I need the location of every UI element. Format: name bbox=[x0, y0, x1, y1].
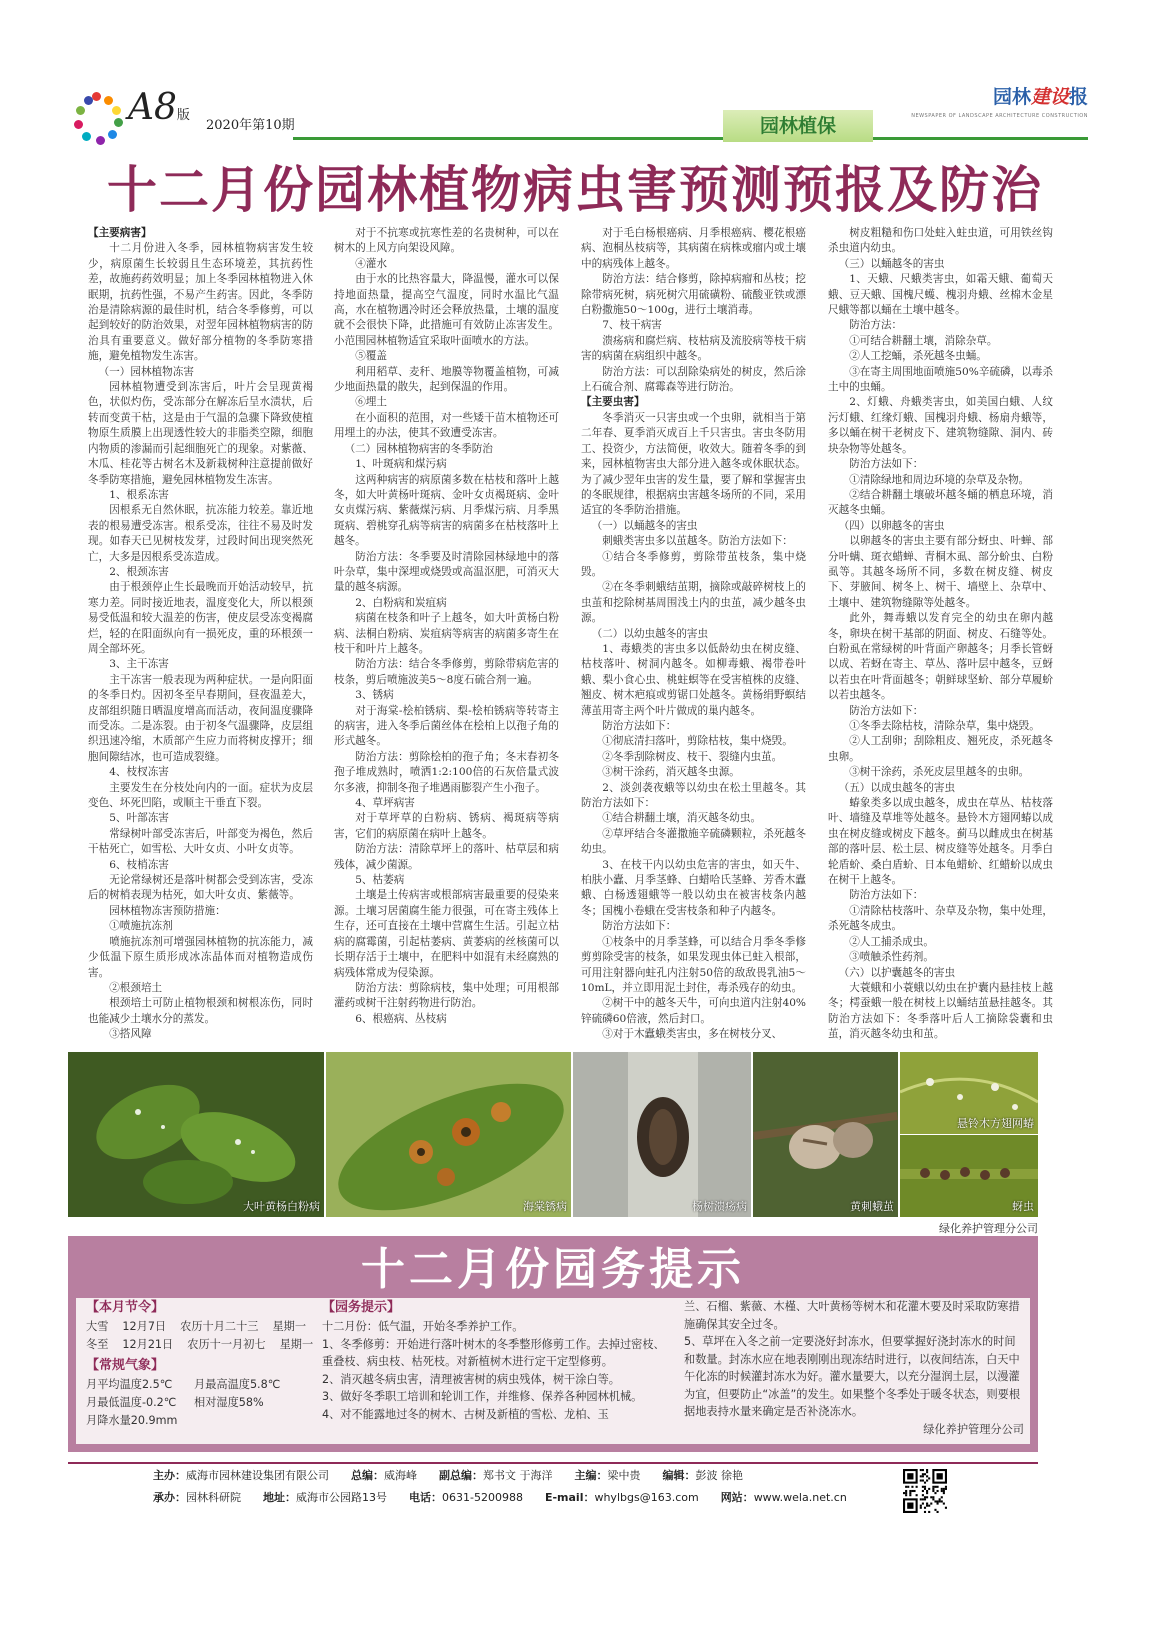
article-paragraph: 在小面积的范围，对一些矮干苗木植物还可用埋土的办法，使其不致遭受冻害。 bbox=[334, 411, 559, 440]
weather-value: 月平均温度2.5℃ bbox=[86, 1378, 173, 1391]
qr-code-icon bbox=[903, 1469, 947, 1513]
article-paragraph: 防治方法如下： bbox=[849, 458, 924, 471]
footer-value: 园林科研院 bbox=[186, 1491, 241, 1504]
tip-item: 2、消灭越冬病虫害，清理被害树的病虫残体，树干涂白等。 bbox=[322, 1372, 620, 1386]
leaf-photo-icon bbox=[326, 1052, 571, 1217]
footer-field[interactable] bbox=[545, 1488, 699, 1508]
article-paragraph: 十二月份进入冬季，园林植物病害发生较少，病原菌生长较弱且生态环境差，其抗药性差，故施药药效明显；加上冬季园林植物进入休眠期，抗药性强，不易产生药害。因此，冬季防治是清除病源的最佳时机，结合冬季修剪，可以起到较好的防治效果，对翌年园林植物病害的防治具有重要意义。做好部分植物的冬季防寒措施，避免植物发生冻害。 bbox=[88, 242, 313, 363]
footer-value: www.wela.net.cn bbox=[753, 1491, 847, 1504]
article-paragraph: 防治方法：剪除病枝，集中处理；可用根部灌药或树干注射药物进行防治。 bbox=[334, 981, 559, 1010]
article-paragraph: 以卵越冬的害虫主要有部分蚜虫、叶蝉、部分叶螨、斑衣蜡蝉、青桐木虱、部分蚧虫、白粉虱等。其越冬场所不同，多数在树皮缝、树皮下、芽腋间、树冬上、树干、墙壁上、杂草中、土壤中、建筑物缝隙等处越冬。 bbox=[828, 535, 1053, 609]
footer-label: 主编： bbox=[574, 1469, 608, 1482]
article-paragraph: ①清除枯枝落叶、杂草及杂物，集中处理，杀死越冬成虫。 bbox=[828, 904, 1053, 933]
article-paragraph: （二）园林植物病害的冬季防治 bbox=[344, 442, 493, 455]
logo-dot bbox=[96, 136, 105, 145]
article-paragraph: （三）以蛹越冬的害虫 bbox=[838, 257, 945, 270]
article-paragraph: 2、根颈冻害 bbox=[109, 565, 169, 578]
footer-label: 总编： bbox=[351, 1469, 384, 1482]
article-paragraph: 园林植物遭受到冻害后，叶片会呈现黄褐色，状似灼伤，受冻部分在解冻后呈水渍状，后转而变黄干枯，这是由于气温的急骤下降致使植物原生质膜上出现透性较大的非脂类空隙，细胞内物质的渗漏而引起细胞死亡的现象。对紫薇、木瓜、桂花等古树名木及新栽树种注意提前做好冬季防寒措施，避免园林植物发生冻害。 bbox=[88, 381, 313, 486]
logo-dot bbox=[74, 120, 83, 129]
page-number: A8版 bbox=[128, 87, 190, 128]
flower-logo-icon bbox=[68, 90, 128, 150]
article-paragraph: 【主要病害】 bbox=[88, 227, 152, 239]
article-paragraph: ①冬季去除枯枝，清除杂草，集中烧毁。 bbox=[849, 720, 1040, 732]
article-paragraph: 3、主干冻害 bbox=[109, 658, 169, 671]
article-paragraph: 因根系无自然休眠，抗冻能力较差。靠近地表的根易遭受冻害。根系受冻，往往不易及时发现。如春天已见树枝发芽，过段时间出现突然死亡，大多是因根系受冻造成。 bbox=[88, 504, 313, 563]
article-paragraph: 土壤是土传病害或根部病害最重要的侵染来源。土壤习居菌腐生能力很强，可在寄主残体上生存，还可直接在土壤中营腐生生活。引起立枯病的腐霉菌，引起枯萎病、黄萎病的丝核菌可以长期存活于土壤中，在肥料中如混有未经腐熟的病残体常成为侵染源。 bbox=[334, 889, 559, 979]
article-paragraph: ①可结合耕翻土壤，消除杂草。 bbox=[849, 334, 998, 347]
footer-label: 编辑： bbox=[662, 1469, 696, 1482]
footer-field bbox=[153, 1488, 241, 1508]
footer-field bbox=[263, 1488, 387, 1508]
article-paragraph: 5、叶部冻害 bbox=[109, 812, 169, 825]
weather-value: 相对湿度58% bbox=[194, 1396, 264, 1409]
section-label: 园林植保 bbox=[723, 110, 873, 142]
tip-item: 兰、石榴、紫薇、木槿、大叶黄杨等树木和花灌木要及时采取防寒措施确保其安全过冬。 bbox=[684, 1300, 1020, 1331]
article-paragraph: 由于水的比热容量大，降温慢，灌水可以保持地面热量，提高空气温度，同时水温比气温高，水在植物遇冷时还会释放热量，土壤的温度就不会很快下降，此措施可有效防止冻害发生。小范围园林植物适宜采取叶面喷水的方法。 bbox=[334, 273, 559, 347]
article-paragraph: （四）以卵越冬的害虫 bbox=[838, 519, 945, 532]
photo-caption: 大叶黄杨白粉病 bbox=[243, 1200, 320, 1213]
article-paragraph: 防治方法如下： bbox=[849, 889, 924, 902]
leaf-photo-icon bbox=[68, 1052, 324, 1217]
article-paragraph: 防治方法：清除草坪上的落叶、枯草层和病残体，减少菌源。 bbox=[334, 843, 559, 871]
brand-subtitle: NEWSPAPER OF LANDSCAPE ARCHITECTURE CONSTRUCTION bbox=[911, 113, 1088, 119]
article-paragraph: （一）以蛹越冬的害虫 bbox=[591, 519, 698, 532]
article-paragraph: ①喷施抗冻剂 bbox=[109, 920, 173, 933]
solar-term-lunar: 农历十月二十三 bbox=[180, 1320, 259, 1333]
photo-lace-bug bbox=[900, 1052, 1038, 1134]
article-column-4 bbox=[828, 226, 1053, 1051]
footer-value: whylbgs@163.com bbox=[594, 1491, 699, 1504]
weather-row bbox=[86, 1376, 316, 1394]
article-paragraph: 2、灯蛾、舟蛾类害虫，如美国白蛾、人纹污灯蛾、红缘灯蛾、国槐羽舟蛾、杨扇舟蛾等，多以蛹在树干老树皮下、建筑物缝隙、洞内、砖块杂物等处越冬。 bbox=[828, 396, 1053, 455]
article-paragraph: ②人工刮卵；刮除粗皮、翘死皮，杀死越冬虫卵。 bbox=[828, 735, 1053, 763]
article-paragraph: ②根颈培土 bbox=[109, 981, 163, 994]
article-body bbox=[88, 226, 1053, 1051]
article-paragraph: 4、枝杈冻害 bbox=[109, 766, 169, 779]
footer-value: 梁中贵 bbox=[607, 1469, 641, 1482]
footer-field bbox=[439, 1466, 553, 1486]
logo-dot bbox=[92, 92, 101, 101]
article-column-2 bbox=[334, 226, 559, 1051]
article-paragraph: 防治方法：冬季要及时清除园林绿地中的落叶杂草，集中深埋或烧毁或高温沤肥，可消灭大量的越冬病源。 bbox=[334, 550, 559, 594]
logo-dot bbox=[114, 118, 123, 127]
article-paragraph: ②在冬季刺蛾结茧期，摘除或敲碎树枝上的虫茧和挖除树基周围浅土内的虫茧，减少越冬虫源。 bbox=[581, 581, 806, 625]
article-paragraph: 2、白粉病和炭疽病 bbox=[355, 596, 447, 609]
solar-term-date: 12月21日 bbox=[122, 1338, 174, 1351]
article-paragraph: ②结合耕翻土壤破坏越冬蛹的栖息环境，消灭越冬虫蛹。 bbox=[828, 488, 1053, 517]
article-paragraph: 6、枝梢冻害 bbox=[109, 858, 169, 871]
brand-logo: 园林建设报 bbox=[992, 86, 1088, 108]
weather-row bbox=[86, 1412, 316, 1430]
article-paragraph: ②草坪结合冬灌撒施辛硫磷颗粒，杀死越冬幼虫。 bbox=[581, 827, 806, 856]
article-paragraph: 1、根系冻害 bbox=[109, 488, 169, 501]
footer-label: 副总编： bbox=[439, 1469, 483, 1482]
solar-term-row bbox=[86, 1336, 316, 1354]
article-paragraph: 防治方法：结合修剪，除掉病瘤和丛枝；挖除带病死树，病死树穴用硫磺粉、硫酸亚铁或漂白粉撒施50～100g，进行土壤消毒。 bbox=[581, 273, 806, 317]
footer-value: 郑书文 于海洋 bbox=[483, 1469, 553, 1482]
weather-heading: 【常规气象】 bbox=[86, 1358, 165, 1373]
article-paragraph: 蝽象类多以成虫越冬，成虫在草丛、枯枝落叶、墙缝及草堆等处越冬。悬铃木方翅网蝽以成虫在树皮缝或树皮下越冬。蓟马以雌成虫在树基部的落叶层、松土层、树皮缝等处越冬。月季白轮盾蚧、桑白盾蚧、日本龟蜡蚧、红蜡蚧以成虫在树干上越冬。 bbox=[828, 797, 1053, 887]
article-paragraph: 这两种病害的病原菌多数在枯枝和落叶上越冬，如大叶黄杨叶斑病、金叶女贞褐斑病、金叶女贞煤污病、紫薇煤污病、月季煤污病、月季黑斑病、碧桃穿孔病等病害的病菌多在枯枝落叶上越冬。 bbox=[334, 473, 559, 548]
article-paragraph: ③对于木蠹蛾类害虫，多在树枝分叉、 bbox=[602, 1028, 783, 1041]
tip-item: 4、对不能露地过冬的树木、古树及新植的雪松、龙柏、玉 bbox=[322, 1407, 609, 1421]
article-paragraph: ①结合耕翻土壤，消灭越冬幼虫。 bbox=[602, 812, 762, 825]
article-paragraph: （一）园林植物冻害 bbox=[98, 365, 194, 378]
article-paragraph: ①枝条中的月季茎蜂，可以结合月季冬季修剪剪除受害的枝条，如果发现虫体已蛀入根部，可用注射器向蛀孔内注射50倍的敌敌畏乳油5～10mL，并立即用泥土封住，毒杀残存的幼虫。 bbox=[581, 935, 806, 994]
tips-list-column bbox=[322, 1298, 672, 1444]
article-paragraph: 防治方法： bbox=[849, 319, 903, 332]
article-paragraph: 1、天蛾、尺蛾类害虫，如霜天蛾、葡萄天蛾、豆天蛾、国槐尺蠖、槐羽舟蛾、丝棉木金星尺蛾等都以蛹在土壤中越冬。 bbox=[828, 273, 1053, 317]
article-paragraph: 根颈培土可防止植物根颈和树根冻伤，同时也能减少土壤水分的蒸发。 bbox=[88, 997, 313, 1025]
tips-items-2 bbox=[684, 1298, 1024, 1421]
article-paragraph: 病菌在枝条和叶子上越冬，如大叶黄杨白粉病、法桐白粉病、炭疽病等病害的病菌多寄生在枝干和叶片上越冬。 bbox=[334, 612, 559, 655]
article-paragraph: 防治方法如下： bbox=[602, 720, 677, 732]
page-header bbox=[68, 82, 1088, 148]
tip-item: 1、冬季修剪：开始进行落叶树木的冬季整形修剪工作。去掉过密枝、重叠枝、病虫枝、枯死枝。对新植树木进行定干定型修剪。 bbox=[322, 1337, 665, 1368]
solar-term-heading: 【本月节令】 bbox=[86, 1300, 165, 1315]
article-paragraph: 由于根颈停止生长最晚而开始活动较早，抗寒力差。同时接近地表，温度变化大，所以根颈易受低温和较大温差的伤害，使皮层受冻变褐腐烂，轻的在阳面纵向有一损死皮，重的环根颈一周全部坏死。 bbox=[88, 581, 313, 655]
article-paragraph: 防治方法如下： bbox=[602, 920, 677, 933]
article-paragraph: ④灌水 bbox=[355, 257, 387, 270]
article-paragraph: 7、枝干病害 bbox=[602, 319, 662, 332]
photo-caption: 蚜虫 bbox=[1012, 1200, 1034, 1213]
footer-field bbox=[575, 1466, 641, 1486]
footer-value: 0631-5200988 bbox=[442, 1491, 523, 1504]
article-paragraph: （五）以成虫越冬的害虫 bbox=[838, 781, 956, 794]
article-paragraph: 主干冻害一般表现为两种症状。一是向阳面的冬季日灼。因初冬至早春期间，昼夜温差大，皮部组织随日晒温度增高而活动，夜间温度骤降而受冻。二是冻裂。由于初冬气温骤降，皮层组织迅速冷缩，木质部产生应力而将树皮撑开；细胞间隙结冰，也可造成裂缝。 bbox=[88, 673, 313, 763]
weather-value: 月降水量20.9mm bbox=[86, 1414, 178, 1427]
solar-term-name: 冬至 bbox=[86, 1338, 109, 1351]
article-paragraph: 防治方法如下： bbox=[849, 704, 924, 717]
weather-value: 月最低温度-0.2℃ bbox=[86, 1396, 177, 1409]
tips-credit: 绿化养护管理分公司 bbox=[923, 1422, 1024, 1436]
article-paragraph: ②冬季刮除树皮、枝干、裂缝内虫茧。 bbox=[602, 750, 783, 763]
footer-label: 电话： bbox=[409, 1491, 442, 1504]
footer-field[interactable] bbox=[721, 1488, 847, 1508]
article-paragraph: ⑤覆盖 bbox=[355, 350, 387, 363]
article-paragraph: 1、毒蛾类的害虫多以低龄幼虫在树皮缝、枯枝落叶、树洞内越冬。如柳毒蛾、褐带卷叶蛾、梨小食心虫、桃蛀螟等在受害植株的皮缝、翘皮、树木疤痕或剪锯口处越冬。黄杨绢野螟结薄茧用寄主两个叶片做成的巢内越冬。 bbox=[581, 642, 806, 717]
article-paragraph: 园林植物冻害预防措施： bbox=[109, 904, 226, 917]
logo-dot bbox=[82, 132, 91, 141]
page-footer bbox=[68, 1462, 1038, 1512]
solar-term-week: 星期一 bbox=[279, 1338, 314, 1351]
tips-title: 十二月份园务提示 bbox=[361, 1244, 745, 1295]
article-paragraph: 利用稻草、麦秆、地膜等物覆盖植物，可减少地面热量的散失，起到保温的作用。 bbox=[334, 365, 559, 394]
article-paragraph: ③喷触杀性药剂。 bbox=[849, 951, 934, 964]
footer-field bbox=[663, 1466, 744, 1486]
footer-field bbox=[409, 1488, 523, 1508]
cocoon-photo-icon bbox=[753, 1052, 898, 1217]
article-paragraph: 喷施抗冻剂可增强园林植物的抗冻能力，减少低温下原生质形成冰冻晶体而对植物造成伤害。 bbox=[88, 935, 313, 979]
footer-label: E-mail： bbox=[544, 1491, 595, 1504]
article-column-3 bbox=[581, 226, 806, 1051]
footer-row-1 bbox=[153, 1466, 765, 1486]
issue-label: 2020年第10期 bbox=[206, 118, 295, 133]
article-paragraph: 冬季消灭一只害虫或一个虫卵，就相当于第二年春、夏季消灭成百上千只害虫。害虫冬防用工、投资少，方法简便，收效大。随着冬季的到来，园林植物害虫大部分进入越冬或休眠状态。为了减少翌年虫害的发生量，要了解和掌握害虫的冬眠规律，根据病虫害越冬场所的不同，采用适宜的冬季防治措施。 bbox=[581, 411, 806, 517]
article-paragraph: 4、草坪病害 bbox=[355, 797, 415, 810]
article-paragraph: 【主要虫害】 bbox=[581, 396, 645, 409]
tips-calendar-column bbox=[86, 1298, 316, 1444]
photo-rust bbox=[326, 1052, 571, 1217]
solar-term-name: 大雪 bbox=[86, 1320, 109, 1333]
solar-term-week: 星期一 bbox=[272, 1320, 307, 1333]
photo-caption: 海棠锈病 bbox=[523, 1200, 567, 1213]
article-paragraph: 3、锈病 bbox=[355, 689, 394, 702]
logo-dot bbox=[84, 96, 93, 105]
article-paragraph: 2、淡剑袭夜蛾等以幼虫在松土里越冬。其防治方法如下： bbox=[581, 781, 806, 810]
photo-powdery-mildew bbox=[68, 1052, 324, 1217]
photo-aphid bbox=[900, 1135, 1038, 1217]
article-paragraph: ③在寄主周围地面喷施50%辛硫磷，以毒杀土中的虫蛹。 bbox=[828, 365, 1053, 394]
photo-caption: 黄刺蛾茧 bbox=[850, 1200, 894, 1213]
article-paragraph: 3、在枝干内以幼虫危害的害虫，如天牛、柏肤小蠹、月季茎蜂、白蜡哈氏茎蜂、芳香木蠹蛾、白杨透翅蛾等一般以幼虫在被害枝条内越冬；国槐小卷蛾在受害枝条和种子内越冬。 bbox=[581, 858, 806, 917]
article-paragraph: 树皮粗糙和伤口处蛀入蛀虫道，可用铁丝钩杀虫道内幼虫。 bbox=[828, 227, 1053, 255]
solar-term-lunar: 农历十一月初七 bbox=[187, 1338, 266, 1351]
article-paragraph: 1、叶斑病和煤污病 bbox=[355, 458, 447, 471]
solar-term-date: 12月7日 bbox=[122, 1320, 167, 1333]
article-paragraph: ②人工捕杀成虫。 bbox=[849, 935, 934, 948]
weather-value: 月最高温度5.8℃ bbox=[194, 1378, 281, 1391]
article-paragraph: 刺蛾类害虫多以茧越冬。防治方法如下： bbox=[602, 535, 793, 548]
tip-item: 5、草坪在入冬之前一定要浇好封冻水，但要掌握好浇封冻水的时间和数量。封冻水应在地表刚刚出现冻结时进行，以夜间结冻，白天中午化冻的时候灌封冻水为好。灌水量要大，以充分湿润土层，以漫灌为宜，但要防止“冰盖”的发生。如果整个冬季处于暖冬状态，则要根据地表持水量来确定是否补浇冻水。 bbox=[684, 1335, 1021, 1418]
article-paragraph: ③树干涂药，杀死皮层里越冬的虫卵。 bbox=[849, 766, 1030, 779]
article-column-1 bbox=[88, 226, 313, 1051]
article-paragraph: 溃疡病和腐烂病、枝枯病及流胶病等枝干病害的病菌在病组织中越冬。 bbox=[581, 334, 806, 363]
footer-label: 网站： bbox=[720, 1491, 754, 1504]
solar-term-row bbox=[86, 1318, 316, 1336]
tips-heading: 【园务提示】 bbox=[322, 1300, 401, 1315]
weather-list bbox=[86, 1376, 316, 1430]
article-paragraph: ②树干中的越冬天牛，可向虫道内注射40%锌硫磷60倍液，然后封口。 bbox=[581, 997, 806, 1025]
article-paragraph: 无论常绿树还是落叶树都会受到冻害，受冻后的树梢表现为枯死，如大叶女贞、紫薇等。 bbox=[88, 874, 313, 902]
article-paragraph: （六）以护囊越冬的害虫 bbox=[838, 966, 956, 979]
photo-credit: 绿化养护管理分公司 bbox=[939, 1222, 1038, 1235]
article-paragraph: ②人工挖蛹，杀死越冬虫蛹。 bbox=[849, 350, 987, 363]
footer-value: 彭波 徐艳 bbox=[695, 1469, 743, 1482]
garden-tips-box bbox=[68, 1236, 1038, 1452]
article-paragraph: ①结合冬季修剪，剪除带茧枝条，集中烧毁。 bbox=[581, 550, 806, 578]
footer-field bbox=[351, 1466, 417, 1486]
tips-list-column-2 bbox=[684, 1298, 1024, 1444]
photo-cocoon bbox=[753, 1052, 898, 1217]
photo-caption: 杨树溃疡病 bbox=[692, 1200, 747, 1213]
tip-item: 3、做好冬季职工培训和轮训工作，并维修、保养各种园林机械。 bbox=[322, 1390, 643, 1403]
footer-value: 威海市公园路13号 bbox=[296, 1491, 387, 1504]
logo-dot bbox=[112, 106, 121, 115]
footer-value: 威海市园林建设集团有限公司 bbox=[186, 1469, 329, 1482]
logo-dot bbox=[76, 106, 85, 115]
footer-label: 地址： bbox=[263, 1491, 296, 1504]
article-paragraph: 此外，舞毒蛾以发育完全的幼虫在卵内越冬，卵块在树干基部的阴面、树皮、石缝等处。白粉虱在常绿树的叶背面产卵越冬；月季长管蚜以成、若蚜在寄主、草丛、落叶层中越冬，豆蚜以若虫在叶背面越冬；朝鲜球坚蚧、部分草履蚧以若虫越冬。 bbox=[828, 612, 1053, 702]
bark-photo-icon bbox=[573, 1052, 751, 1217]
article-paragraph: 常绿树叶部受冻害后，叶部变为褐色，然后干枯死亡，如雪松、大叶女贞、小叶女贞等。 bbox=[88, 827, 313, 856]
article-paragraph: ①清除绿地和周边环境的杂草及杂物。 bbox=[849, 473, 1030, 486]
weather-row bbox=[86, 1394, 316, 1412]
footer-label: 承办： bbox=[153, 1491, 186, 1504]
footer-row-2 bbox=[153, 1488, 869, 1508]
article-paragraph: 主要发生在分枝处向内的一面。症状为皮层变色、坏死凹陷，或顺主干垂直下裂。 bbox=[88, 781, 313, 810]
article-paragraph: 对于不抗寒或抗寒性差的名贵树种，可以在树木的上风方向架设风障。 bbox=[334, 227, 559, 255]
article-paragraph: ③树干涂药，消灭越冬虫源。 bbox=[602, 766, 740, 779]
photo-caption: 悬铃木方翅网蝽 bbox=[957, 1117, 1034, 1130]
article-title: 十二月份园林植物病虫害预测预报及防治 bbox=[107, 161, 1043, 219]
article-paragraph: 对于草坪草的白粉病、锈病、褐斑病等病害，它们的病原菌在病叶上越冬。 bbox=[334, 812, 559, 840]
article-paragraph: 5、枯萎病 bbox=[355, 874, 405, 887]
article-paragraph: 对于毛白杨根癌病、月季根癌病、樱花根癌病、泡桐丛枝病等，其病菌在病株或瘤内或土壤中的病残体上越冬。 bbox=[581, 227, 806, 270]
article-paragraph: ①彻底清扫落叶，剪除枯枝，集中烧毁。 bbox=[602, 735, 793, 748]
article-paragraph: 6、根癌病、丛枝病 bbox=[355, 1012, 447, 1025]
photo-strip bbox=[68, 1052, 1038, 1217]
photo-canker bbox=[573, 1052, 751, 1217]
article-paragraph: ③搭风障 bbox=[109, 1028, 152, 1041]
footer-label: 主办： bbox=[153, 1469, 186, 1482]
tips-items bbox=[322, 1318, 672, 1423]
tips-content bbox=[76, 1298, 1030, 1444]
logo-dot bbox=[108, 130, 117, 139]
article-paragraph: 对于海棠-桧柏锈病、梨-桧柏锈病等转寄主的病害，进入冬季后菌丝体在桧柏上以孢子角的形式越冬。 bbox=[334, 704, 559, 748]
logo-dot bbox=[104, 96, 113, 105]
footer-field bbox=[153, 1466, 329, 1486]
article-paragraph: 防治方法：结合冬季修剪，剪除带病危害的枝条，剪后喷施波美5～8度石硫合剂一遍。 bbox=[334, 658, 559, 686]
article-paragraph: 防治方法：剪除桧柏的孢子角；冬末春初冬孢子堆成熟时，喷洒1:2:100倍的石灰倍量式波尔多液，抑制冬孢子堆遇雨膨裂产生小孢子。 bbox=[334, 750, 559, 794]
article-paragraph: ⑥埋土 bbox=[355, 396, 387, 409]
solar-term-list bbox=[86, 1318, 316, 1354]
article-paragraph: 大蓑蛾和小蓑蛾以幼虫在护囊内悬挂枝上越冬；樗蚕蛾一般在树枝上以蛹结茧悬挂越冬。其防治方法如下：冬季落叶后人工摘除袋囊和虫茧，消灭越冬幼虫和茧。 bbox=[828, 981, 1053, 1041]
article-paragraph: 防治方法：可以刮除染病处的树皮，然后涂上石硫合剂、腐霉森等进行防治。 bbox=[581, 365, 806, 394]
tip-item: 十二月份：低气温，开始冬季养护工作。 bbox=[322, 1320, 524, 1333]
article-paragraph: （二）以幼虫越冬的害虫 bbox=[591, 627, 709, 640]
footer-value: 威海峰 bbox=[384, 1469, 417, 1482]
